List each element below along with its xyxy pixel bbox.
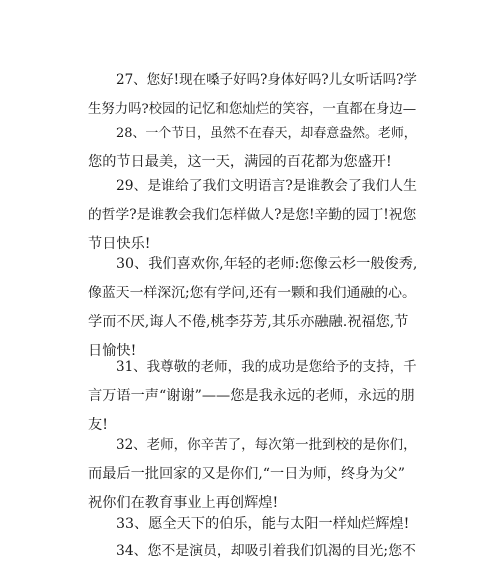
- paragraph-line: 节日快乐!: [88, 236, 151, 252]
- paragraph-line: 而最后一批回家的又是你们,“一日为师，终身为父”: [88, 466, 405, 482]
- paragraph-line: 31、我尊敬的老师，我的成功是您给予的支持，千: [116, 359, 417, 375]
- paragraph-line: 的哲学?是谁教会我们怎样做人?是您!辛勤的园丁!祝您: [88, 207, 417, 223]
- paragraph-line: 友!: [88, 417, 108, 433]
- paragraph-line: 34、您不是演员，却吸引着我们饥渴的目光;您不: [116, 543, 416, 559]
- paragraph-33: [88, 510, 418, 539]
- paragraph-line: 33、愿全天下的伯乐，能与太阳一样灿烂辉煌!: [116, 516, 410, 532]
- paragraph-line: 祝你们在教育事业上再创辉煌!: [88, 495, 279, 511]
- paragraph-34: [88, 537, 418, 566]
- paragraph-line: 您的节日最美，这一天，满园的百花都为您盛开!: [88, 154, 392, 170]
- paragraph-line: 32、老师，你辛苦了，每次第一批到校的是你们，: [116, 437, 417, 453]
- paragraph-32: [88, 431, 418, 518]
- paragraph-line: 学而不厌,诲人不倦,桃李芬芳,其乐亦融融.祝福您,节: [88, 314, 409, 330]
- paragraph-30: [88, 250, 418, 366]
- paragraph-line: 生努力吗?校园的记忆和您灿烂的笑容，一直都在身边—: [88, 102, 417, 117]
- paragraph-31: [88, 353, 418, 440]
- paragraph-line: 30、我们喜欢你,年轻的老师:您像云杉一般俊秀,: [116, 256, 418, 272]
- paragraph-line: 27、您好!现在嗓子好吗?身体好吗?儿女听话吗?学: [116, 72, 417, 88]
- paragraph-28: [88, 119, 418, 177]
- paragraph-27: [88, 66, 418, 124]
- paragraph-line: 言万语一声“谢谢”——您是我永远的老师，永远的朋: [88, 388, 415, 404]
- paragraph-line: 日愉快!: [88, 343, 137, 359]
- paragraph-line: 28、一个节日，虽然不在春天，却春意盎然。老师，: [116, 126, 417, 141]
- paragraph-line: 像蓝天一样深沉;您有学问,还有一颗和我们通融的心。: [88, 285, 416, 301]
- paragraph-line: 29、是谁给了我们文明语言?是谁教会了我们人生: [116, 178, 417, 194]
- paragraph-29: [88, 172, 418, 259]
